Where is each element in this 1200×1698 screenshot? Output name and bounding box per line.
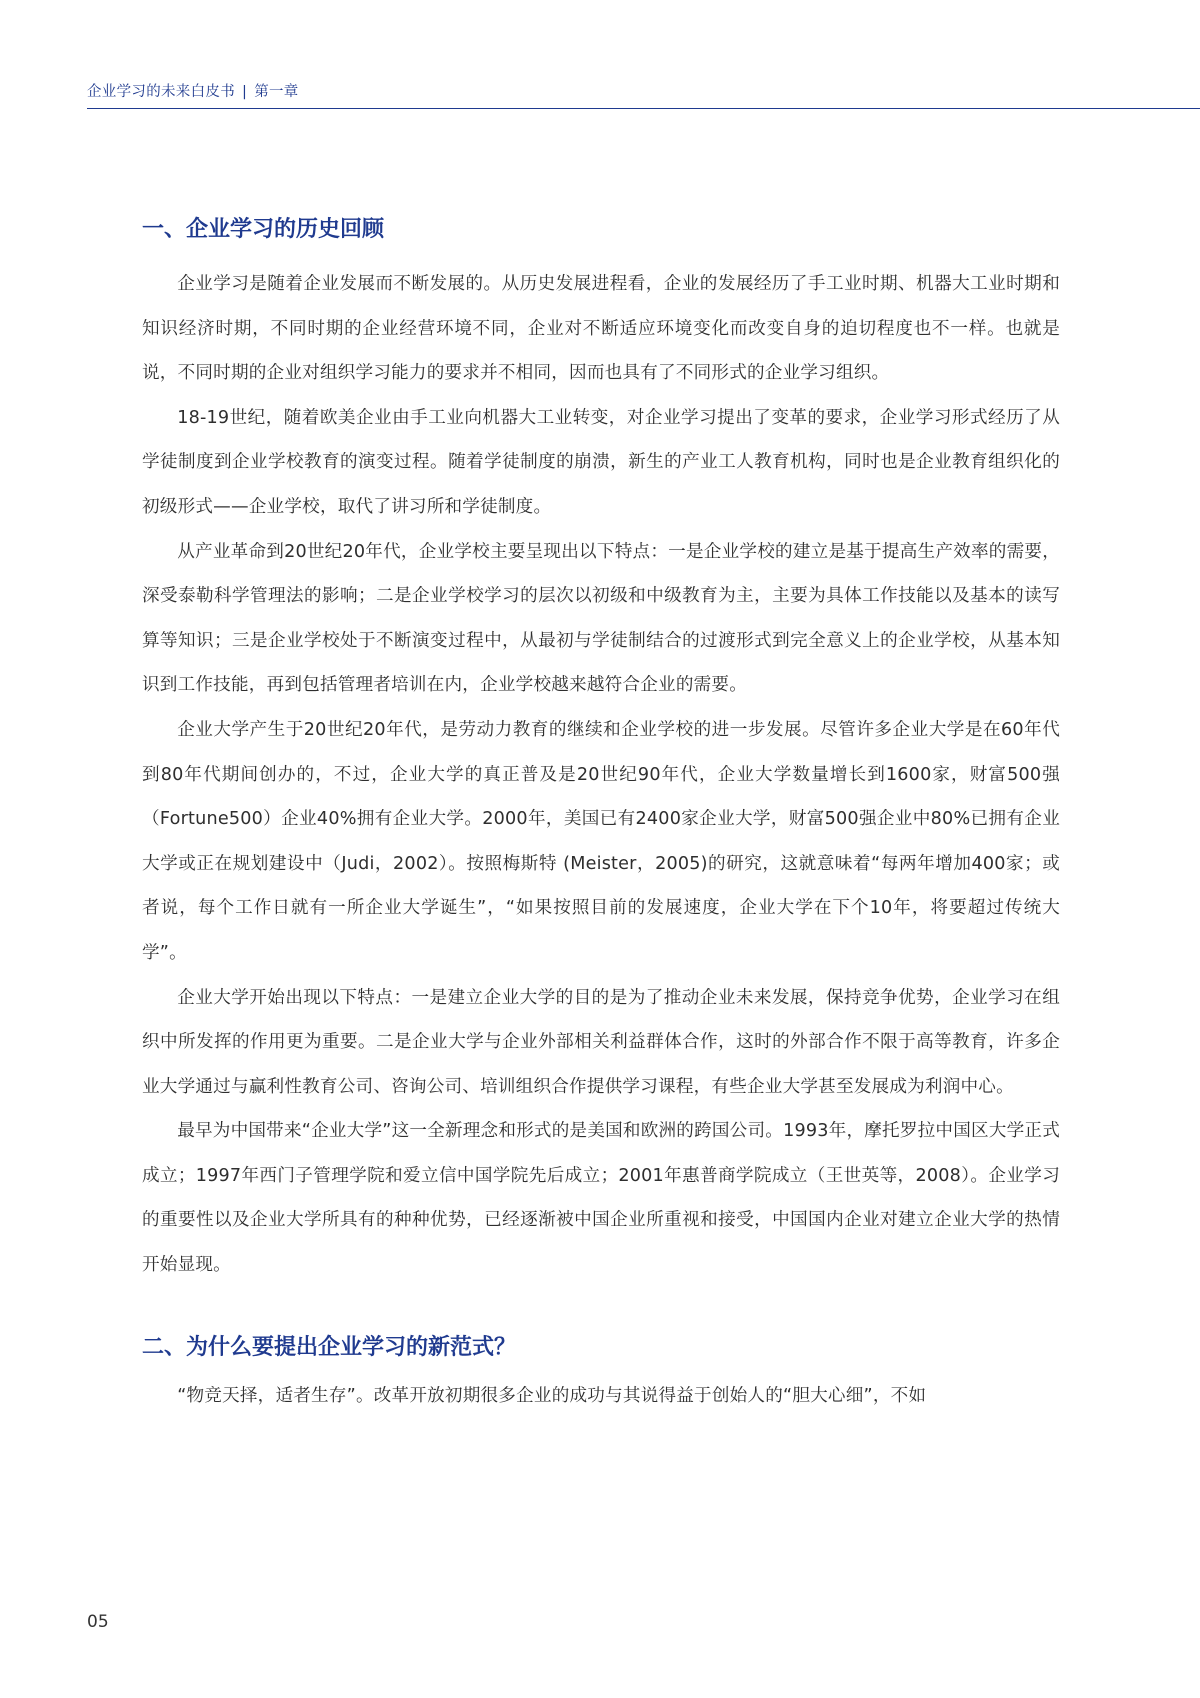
- page-number: 05: [87, 1612, 109, 1632]
- chapter-label: 第一章: [254, 84, 299, 100]
- paragraph: 企业大学产生于20世纪20年代，是劳动力教育的继续和企业学校的进一步发展。尽管许多企业大学是在60年代到80年代期间创办的，不过，企业大学的真正普及是20世纪90年代，企业大学数量增长到1600家，财富500强（Fortune500）企业40%拥有企业大学。2000年，美国已有2400家企业大学，财富500强企业中80%已拥有企业大学或正在规划建设中（Judi，2002）。按照梅斯特 (Meister，2005)的研究，这就意味着“每两年增加400家；或者说，每个工作日就有一所企业大学诞生”，“如果按照目前的发展速度，企业大学在下个10年，将要超过传统大学”。: [142, 719, 1060, 963]
- paragraph: 企业大学开始出现以下特点：一是建立企业大学的目的是为了推动企业未来发展，保持竞争优势，企业学习在组织中所发挥的作用更为重要。二是企业大学与企业外部相关利益群体合作，这时的外部合作不限于高等教育，许多企业大学通过与赢利性教育公司、咨询公司、培训组织合作提供学习课程，有些企业大学甚至发展成为利润中心。: [142, 987, 1060, 1097]
- section-1-title: 一、企业学习的历史回顾: [142, 217, 385, 242]
- section-2-body: [142, 1374, 1060, 1419]
- paragraph: 18-19世纪，随着欧美企业由手工业向机器大工业转变，对企业学习提出了变革的要求，企业学习形式经历了从学徒制度到企业学校教育的演变过程。随着学徒制度的崩溃，新生的产业工人教育机构，同时也是企业教育组织化的初级形式——企业学校，取代了讲习所和学徒制度。: [142, 407, 1060, 517]
- section-2-title: 二、为什么要提出企业学习的新范式？: [142, 1334, 517, 1360]
- header-rule: [87, 108, 1200, 109]
- paragraph: “物竞天择，适者生存”。改革开放初期很多企业的成功与其说得益于创始人的“胆大心细”，不如: [177, 1385, 927, 1406]
- running-header: [87, 80, 299, 101]
- header-separator: |: [242, 84, 248, 100]
- main-content: [142, 210, 1060, 1418]
- section-1-body: [142, 262, 1060, 1288]
- paragraph: 企业学习是随着企业发展而不断发展的。从历史发展进程看，企业的发展经历了手工业时期、机器大工业时期和知识经济时期，不同时期的企业经营环境不同，企业对不断适应环境变化而改变自身的迫切程度也不一样。也就是说，不同时期的企业对组织学习能力的要求并不相同，因而也具有了不同形式的企业学习组织。: [142, 274, 1060, 384]
- book-title: 企业学习的未来白皮书: [87, 84, 235, 100]
- paragraph: 从产业革命到20世纪20年代，企业学校主要呈现出以下特点：一是企业学校的建立是基于提高生产效率的需要，深受泰勒科学管理法的影响；二是企业学校学习的层次以初级和中级教育为主，主要为具体工作技能以及基本的读写算等知识；三是企业学校处于不断演变过程中，从最初与学徒制结合的过渡形式到完全意义上的企业学校，从基本知识到工作技能，再到包括管理者培训在内，企业学校越来越符合企业的需要。: [142, 541, 1060, 696]
- paragraph: 最早为中国带来“企业大学”这一全新理念和形式的是美国和欧洲的跨国公司。1993年，摩托罗拉中国区大学正式成立；1997年西门子管理学院和爱立信中国学院先后成立；2001年惠普商学院成立（王世英等，2008）。企业学习的重要性以及企业大学所具有的种种优势，已经逐渐被中国企业所重视和接受，中国国内企业对建立企业大学的热情开始显现。: [142, 1121, 1060, 1276]
